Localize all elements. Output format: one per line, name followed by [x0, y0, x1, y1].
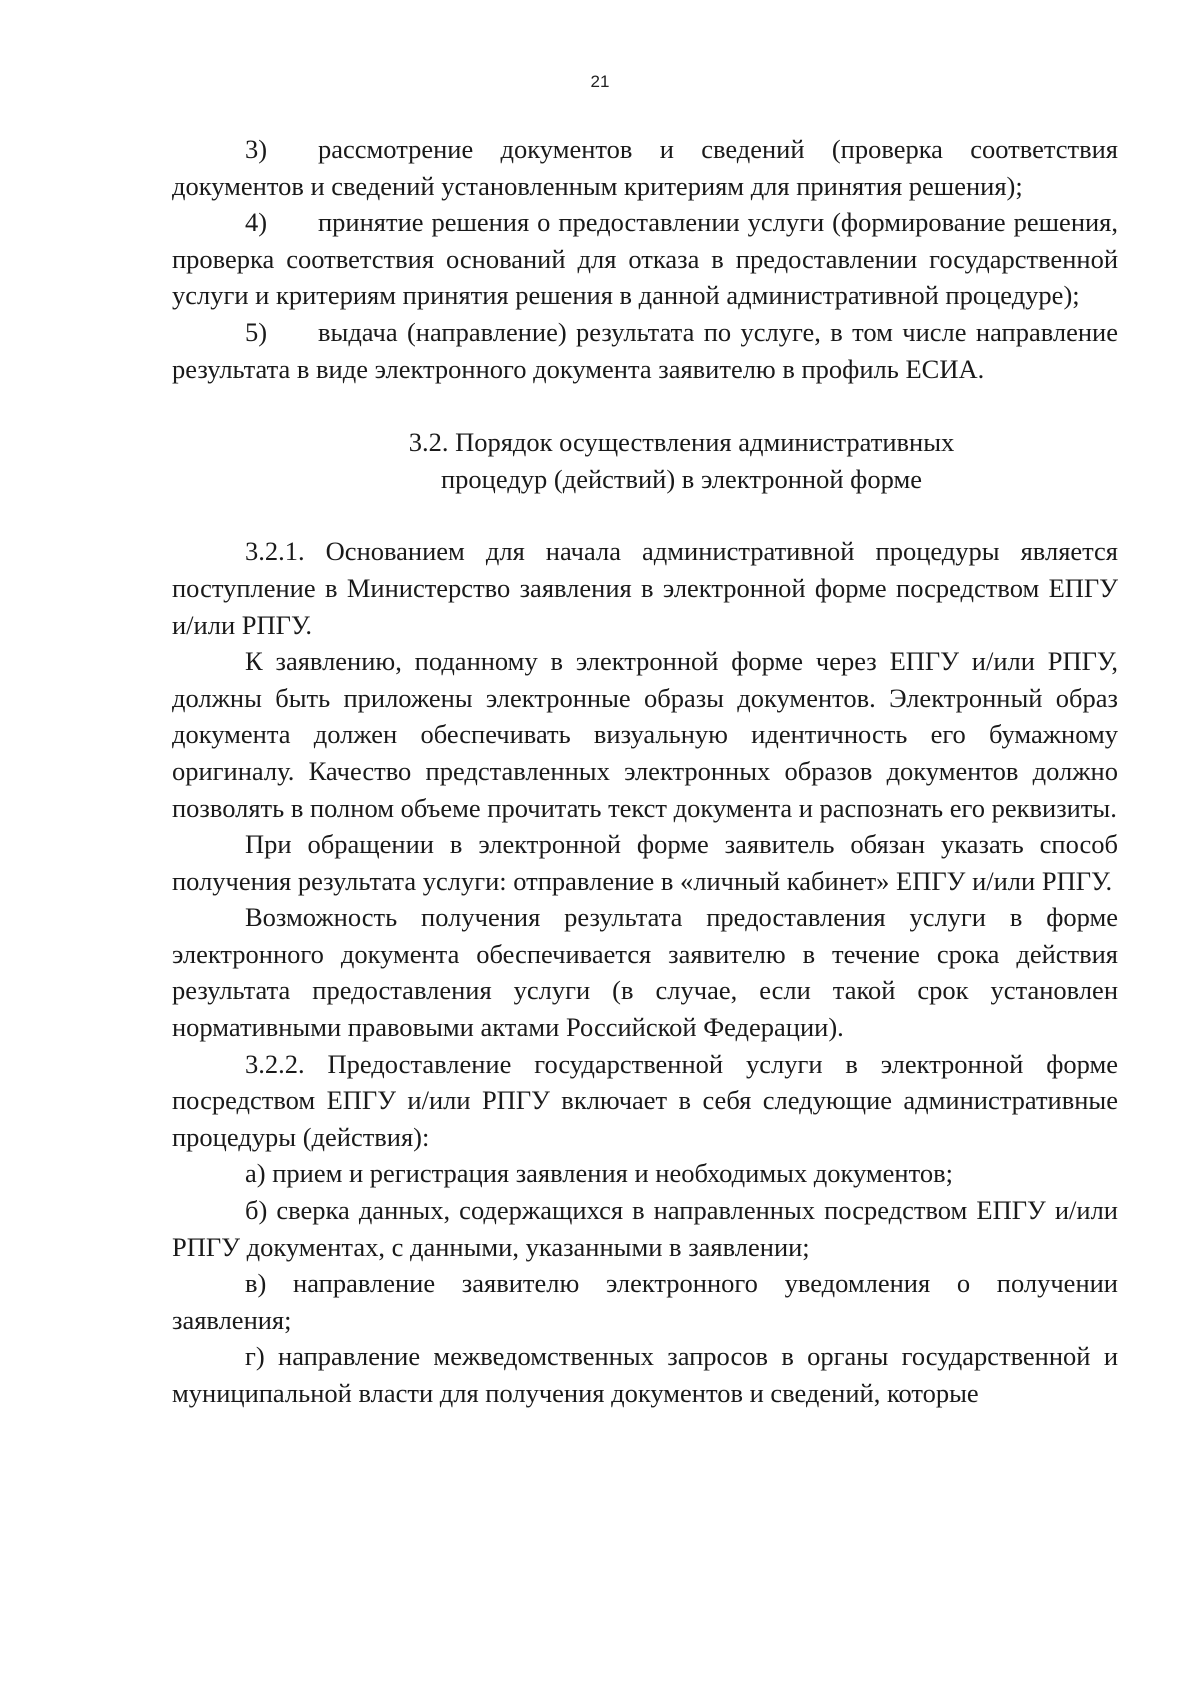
- page-number: 21: [590, 72, 610, 91]
- document-body: [172, 131, 1118, 1412]
- paragraph-3-2-1: 3.2.1. Основанием для начала административной процедуры является поступление в Министерство заявления в электронной форме посредством ЕПГУ и/или РПГУ.: [172, 536, 1118, 640]
- sub-item-v: в) направление заявителю электронного уведомления о получении заявления;: [172, 1268, 1118, 1335]
- sub-item-b: б) сверка данных, содержащихся в направленных посредством ЕПГУ и/или РПГУ документах, с данными, указанными в заявлении;: [172, 1195, 1118, 1262]
- list-item-number: 5): [245, 316, 268, 347]
- list-item-text: выдача (направление) результата по услуге, в том числе направление результата в виде электронного документа заявителю в профиль ЕСИА.: [172, 316, 1118, 384]
- paragraph-result-availability: Возможность получения результата предоставления услуги в форме электронного документа обеспечивается заявителю в течение срока действия результата предоставления услуги (в случае, если такой срок установлен нормативными правовыми актами Российской Федерации).: [172, 902, 1118, 1043]
- section-heading-line-1: 3.2. Порядок осуществления административных: [408, 427, 955, 458]
- list-item-number: 4): [245, 207, 268, 238]
- section-heading-line-2: процедур (действий) в электронной форме: [441, 463, 922, 494]
- section-heading: [172, 424, 1118, 497]
- list-item-text: рассмотрение документов и сведений (проверка соответствия документов и сведений установленным критериям для принятия решения);: [172, 134, 1118, 201]
- list-item-5: [172, 314, 1118, 387]
- paragraph-3-2-2: 3.2.2. Предоставление государственной услуги в электронной форме посредством ЕПГУ и/или РПГУ включает в себя следующие административные процедуры (действия):: [172, 1048, 1118, 1152]
- sub-item-g: г) направление межведомственных запросов в органы государственной и муниципальной власти для получения документов и сведений, которые: [172, 1341, 1118, 1408]
- paragraph-result-method: При обращении в электронной форме заявитель обязан указать способ получения результата услуги: отправление в «личный кабинет» ЕПГУ и/или РПГУ.: [172, 829, 1118, 896]
- sub-item-a: а) прием и регистрация заявления и необходимых документов;: [245, 1158, 953, 1189]
- list-item-number: 3): [245, 134, 268, 164]
- list-item-4: [172, 204, 1118, 314]
- paragraph-attachments: К заявлению, поданному в электронной форме через ЕПГУ и/или РПГУ, должны быть приложены электронные образы документов. Электронный образ документа должен обеспечивать визуальную идентичность его бумажному оригиналу. Качество представленных электронных образов документов должно позволять в полном объеме прочитать текст документа и распознать его реквизиты.: [172, 646, 1118, 823]
- list-item-text: принятие решения о предоставлении услуги (формирование решения, проверка соответствия оснований для отказа в предоставлении государственной услуги и критериям принятия решения в данной административной процедуре);: [172, 207, 1118, 311]
- list-item-3: [172, 131, 1118, 204]
